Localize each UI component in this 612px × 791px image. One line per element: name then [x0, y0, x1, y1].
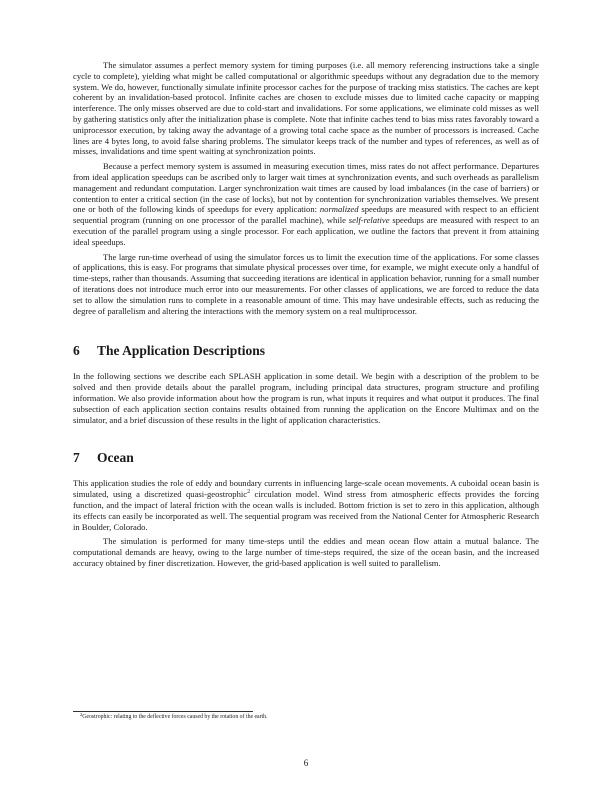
page-content [73, 60, 539, 573]
paragraph-ocean-simulation: The simulation is performed for many time-steps until the eddies and mean ocean flow attain a mutual balance. The computational demands are heavy, owing to the large number of time-steps required, the size of the ocean basin, and the increased accuracy obtained by finer discretization. However, the grid-based application is well suited to parallelism. [73, 536, 539, 568]
section-7-heading [73, 450, 539, 466]
paragraph-speedups [73, 161, 539, 247]
text: circulation model. Wind stress from atmospheric effects provides the forcing function, and the impact of lateral friction with the ocean walls is included. Bottom friction is set to zero in this application, although its effects can easily be incorporated as well. The sequential program was received from the National Center for Atmospheric Research in Boulder, Colorado. [73, 489, 539, 532]
footnote [80, 714, 268, 721]
text: speedups are measured with respect to an execution of the parallel program using a single processor. For each application, we outline the factors that prevent it from attaining ideal speedups. [73, 215, 539, 247]
footnote-marker: 2 [80, 712, 83, 717]
section-6-heading [73, 343, 539, 359]
section-number: 7 [73, 450, 80, 466]
text: This application studies the role of eddy and boundary currents in influencing large-scale ocean movements. A cuboidal ocean basin is simulated, using a discretized quasi-geostrophic [73, 478, 539, 500]
paragraph-simulator-memory: The simulator assumes a perfect memory system for timing purposes (i.e. all memory referencing instructions take a single cycle to complete), yielding what might be called computational or algorithmic speedups without any degradation due to the memory system. We do, however, functionally simulate infinite processor caches for the purpose of tracking miss statistics. The caches are kept coherent by an invalidation-based protocol. Infinite caches are chosen to exclude misses due to limited cache capacity or mapping interference. The only misses observed are due to cold-start and invalidations. For some applications, we eliminate cold misses as well by gathering statistics only after the initialization phase is complete. Note that infinite caches tend to bias miss rates favorably toward a uniprocessor execution, by taking away the advantage of a growing total cache space as the number of processors is increased. Cache lines are 4 bytes long, to avoid false sharing problems. The simulator keeps track of the number and types of references, as well as of misses, invalidations and time spent waiting at synchronization points. [73, 60, 539, 157]
section-title: The Application Descriptions [97, 343, 266, 359]
footnote-divider [73, 711, 253, 712]
page-number: 6 [303, 758, 309, 768]
text: speedups are measured with respect to an efficient sequential program (running on one processor of the parallel machine), while [73, 204, 539, 226]
section-title: Ocean [97, 450, 134, 466]
footnote-ref[interactable]: 2 [247, 489, 251, 496]
section-number: 6 [73, 343, 80, 359]
paragraph-runtime-overhead: The large run-time overhead of using the simulator forces us to limit the execution time of the applications. For some classes of applications, this is easy. For programs that simulate physical processes over time, for example, we might execute only a handful of time-steps, rather than thousands. Assuming that succeeding iterations are identical in application behavior, running for a small number of iterations does not introduce much error into our measurements. For other classes of applications, we are forced to reduce the data set to allow the simulation runs to complete in a reasonable amount of time. This may have undesirable effects, such as reducing the degree of parallelism and altering the interactions with the memory system on a real multiprocessor. [73, 251, 539, 316]
term-normalized: normalized [319, 204, 359, 215]
paragraph-ocean-intro [73, 478, 539, 532]
term-self-relative: self-relative [348, 215, 390, 226]
paragraph-application-descriptions: In the following sections we describe each SPLASH application in some detail. We begin with a description of the problem to be solved and then provide details about the parallel program, including principal data structures, program structure and profiling information. We also provide information about how the program is run, what inputs it requires and what output it produces. The final subsection of each application section contains results obtained from running the application on the Encore Multimax and on the simulator, and a brief discussion of these results in the light of application characteristics. [73, 371, 539, 425]
footnote-text: Geostrophic: relating to the deflective forces caused by the rotation of the earth. [82, 714, 268, 720]
text: Because a perfect memory system is assumed in measuring execution times, miss rates do not affect performance. Departures from ideal application speedups can be ascribed only to larger wait times at synchronization events, and such overheads as parallelism management and redundant computation. Larger synchronization wait times are caused by load imbalances (in the case of barriers) or contention to enter a critical section (in the case of locks), but not by contention for synchronization variables themselves. We present one or both of the following kinds of speedups for every application: [73, 161, 539, 215]
